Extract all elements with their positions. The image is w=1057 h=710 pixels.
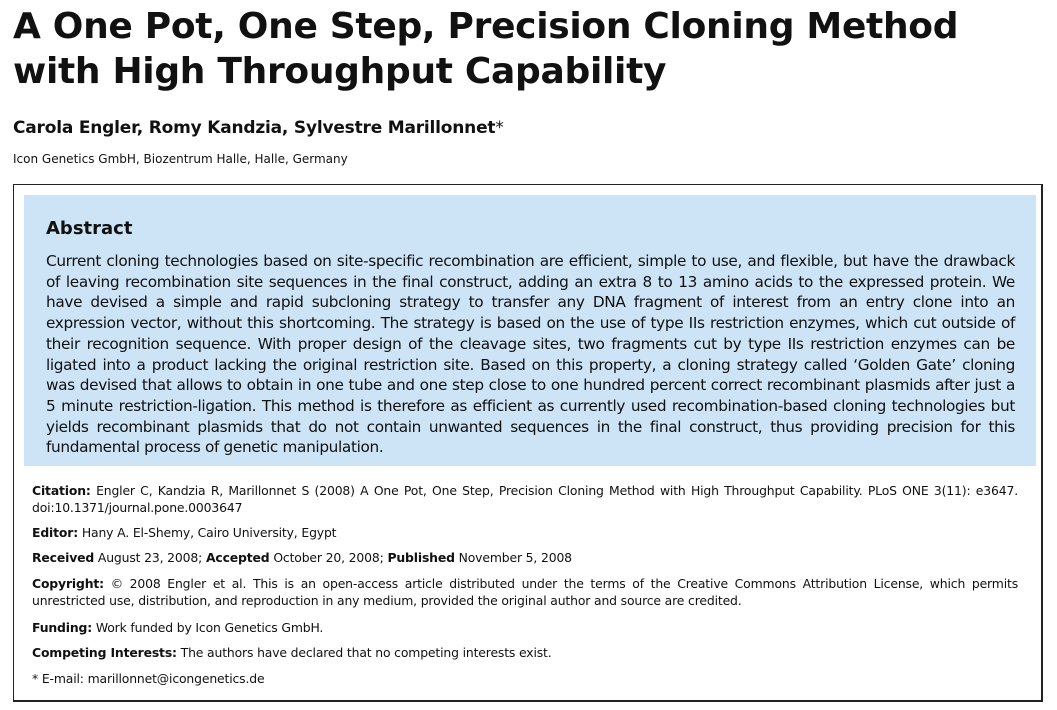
funding-text: Work funded by Icon Genetics GmbH. — [95, 620, 324, 635]
author-names: Carola Engler, Romy Kandzia, Sylvestre Marillonnet — [13, 118, 496, 138]
abstract-box — [24, 195, 1036, 466]
citation-text: Engler C, Kandzia R, Marillonnet S (2008) A One Pot, One Step, Precision Cloning Method with High Throughput Capability. PLoS ONE 3(11): e3647. doi:10.1371/journal.pone.0003647 — [32, 483, 1018, 515]
copyright-label: Copyright: — [32, 576, 104, 591]
citation — [32, 482, 1018, 516]
corresponding-author-mark: * — [495, 118, 504, 138]
competing-label: Competing Interests: — [32, 645, 177, 660]
funding-label: Funding: — [32, 620, 93, 635]
contact-email: * E-mail: marillonnet@icongenetics.de — [32, 671, 265, 686]
published-date: November 5, 2008 — [458, 550, 572, 565]
published-label: Published — [387, 550, 455, 565]
copyright — [32, 575, 1018, 609]
article-title: A One Pot, One Step, Precision Cloning Method with High Throughput Capability — [13, 6, 959, 92]
funding — [32, 619, 1018, 636]
abstract-text: Current cloning technologies based on site-specific recombination are efficient, simple to use, and flexible, but have the drawback of leaving recombination site sequences in the final construct, adding an extra 8 to 13 amino acids to the expressed protein. We have devised a simple and rapid subcloning strategy to transfer any DNA fragment of interest from an entry clone into an expression vector, without this shortcoming. The strategy is based on the use of type IIs restriction enzymes, which cut outside of their recognition sequence. With proper design of the cleavage sites, two fragments cut by type IIs restriction enzymes can be ligated into a product lacking the original restriction site. Based on this property, a cloning strategy called ‘Golden Gate’ cloning was devised that allows to obtain in one tube and one step close to one hundred percent correct recombinant plasmids after just a 5 minute restriction-ligation. This method is therefore as efficient as currently used recombination-based cloning technologies but yields recombinant plasmids that do not contain unwanted sequences in the final construct, thus providing precision for this fundamental process of genetic manipulation. — [46, 252, 1015, 457]
copyright-text: © 2008 Engler et al. This is an open-access article distributed under the terms of the Creative Commons Attribution License, which permits unrestricted use, distribution, and reproduction in any medium, provided the original author and source are credited. — [32, 576, 1018, 608]
affiliation: Icon Genetics GmbH, Biozentrum Halle, Halle, Germany — [13, 152, 348, 166]
editor-label: Editor: — [32, 525, 79, 540]
accepted-label: Accepted — [205, 550, 270, 565]
editor-text: Hany A. El-Shemy, Cairo University, Egypt — [81, 525, 337, 540]
author-list — [13, 116, 504, 140]
publication-dates — [32, 549, 1018, 566]
competing-text: The authors have declared that no competing interests exist. — [180, 645, 552, 660]
abstract-heading: Abstract — [46, 218, 133, 239]
received-date: August 23, 2008; — [97, 550, 203, 565]
competing-interests — [32, 644, 1018, 661]
received-label: Received — [32, 550, 95, 565]
accepted-date: October 20, 2008; — [273, 550, 384, 565]
editor — [32, 524, 1018, 541]
article-info-frame — [13, 184, 1043, 702]
citation-label: Citation: — [32, 483, 91, 498]
